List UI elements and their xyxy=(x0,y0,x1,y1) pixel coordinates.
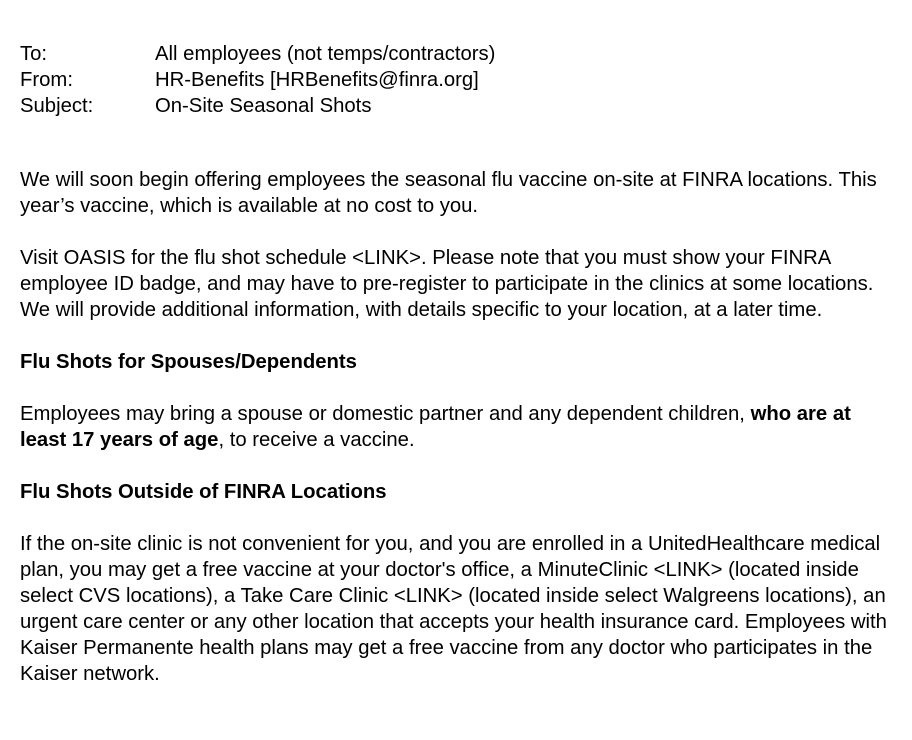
heading-outside: Flu Shots Outside of FINRA Locations xyxy=(20,481,387,503)
to-row xyxy=(20,41,495,67)
spouses-age-requirement: who are at least 17 years of age xyxy=(20,403,851,451)
subject-value: On-Site Seasonal Shots xyxy=(155,95,372,117)
subject-label: Subject: xyxy=(20,95,94,117)
heading-spouses: Flu Shots for Spouses/Dependents xyxy=(20,351,357,373)
to-label: To: xyxy=(20,43,48,65)
subject-row xyxy=(20,93,495,119)
paragraph-oasis: Visit OASIS for the flu shot schedule <LINK>. Please note that you must show your FINRA employee ID badge, and may have to pre-register to participate in the clinics at some locations. We will provide additional information, with details specific to your location, at a later time. xyxy=(20,247,874,321)
spouses-text-post: , to receive a vaccine. xyxy=(218,429,415,451)
to-value: All employees (not temps/contractors) xyxy=(155,43,496,65)
from-row xyxy=(20,67,495,93)
spouses-text-pre: Employees may bring a spouse or domestic partner and any dependent children, xyxy=(20,403,751,425)
email-body xyxy=(20,167,900,713)
paragraph-spouses xyxy=(20,401,900,453)
from-label: From: xyxy=(20,69,73,91)
paragraph-outside: If the on-site clinic is not convenient for you, and you are enrolled in a UnitedHealthcare medical plan, you may get a free vaccine at your doctor's office, a MinuteClinic <LINK> (located inside select CVS locations), a Take Care Clinic <LINK> (located inside select Walgreens locations), an urgent care center or any other location that accepts your health insurance card. Employees with Kaiser Permanente health plans may get a free vaccine from any doctor who participates in the Kaiser network. xyxy=(20,533,887,685)
from-value: HR-Benefits [HRBenefits@finra.org] xyxy=(155,69,479,91)
email-header xyxy=(20,41,495,119)
paragraph-intro: We will soon begin offering employees the seasonal flu vaccine on-site at FINRA locations. This year’s vaccine, which is available at no cost to you. xyxy=(20,169,877,217)
